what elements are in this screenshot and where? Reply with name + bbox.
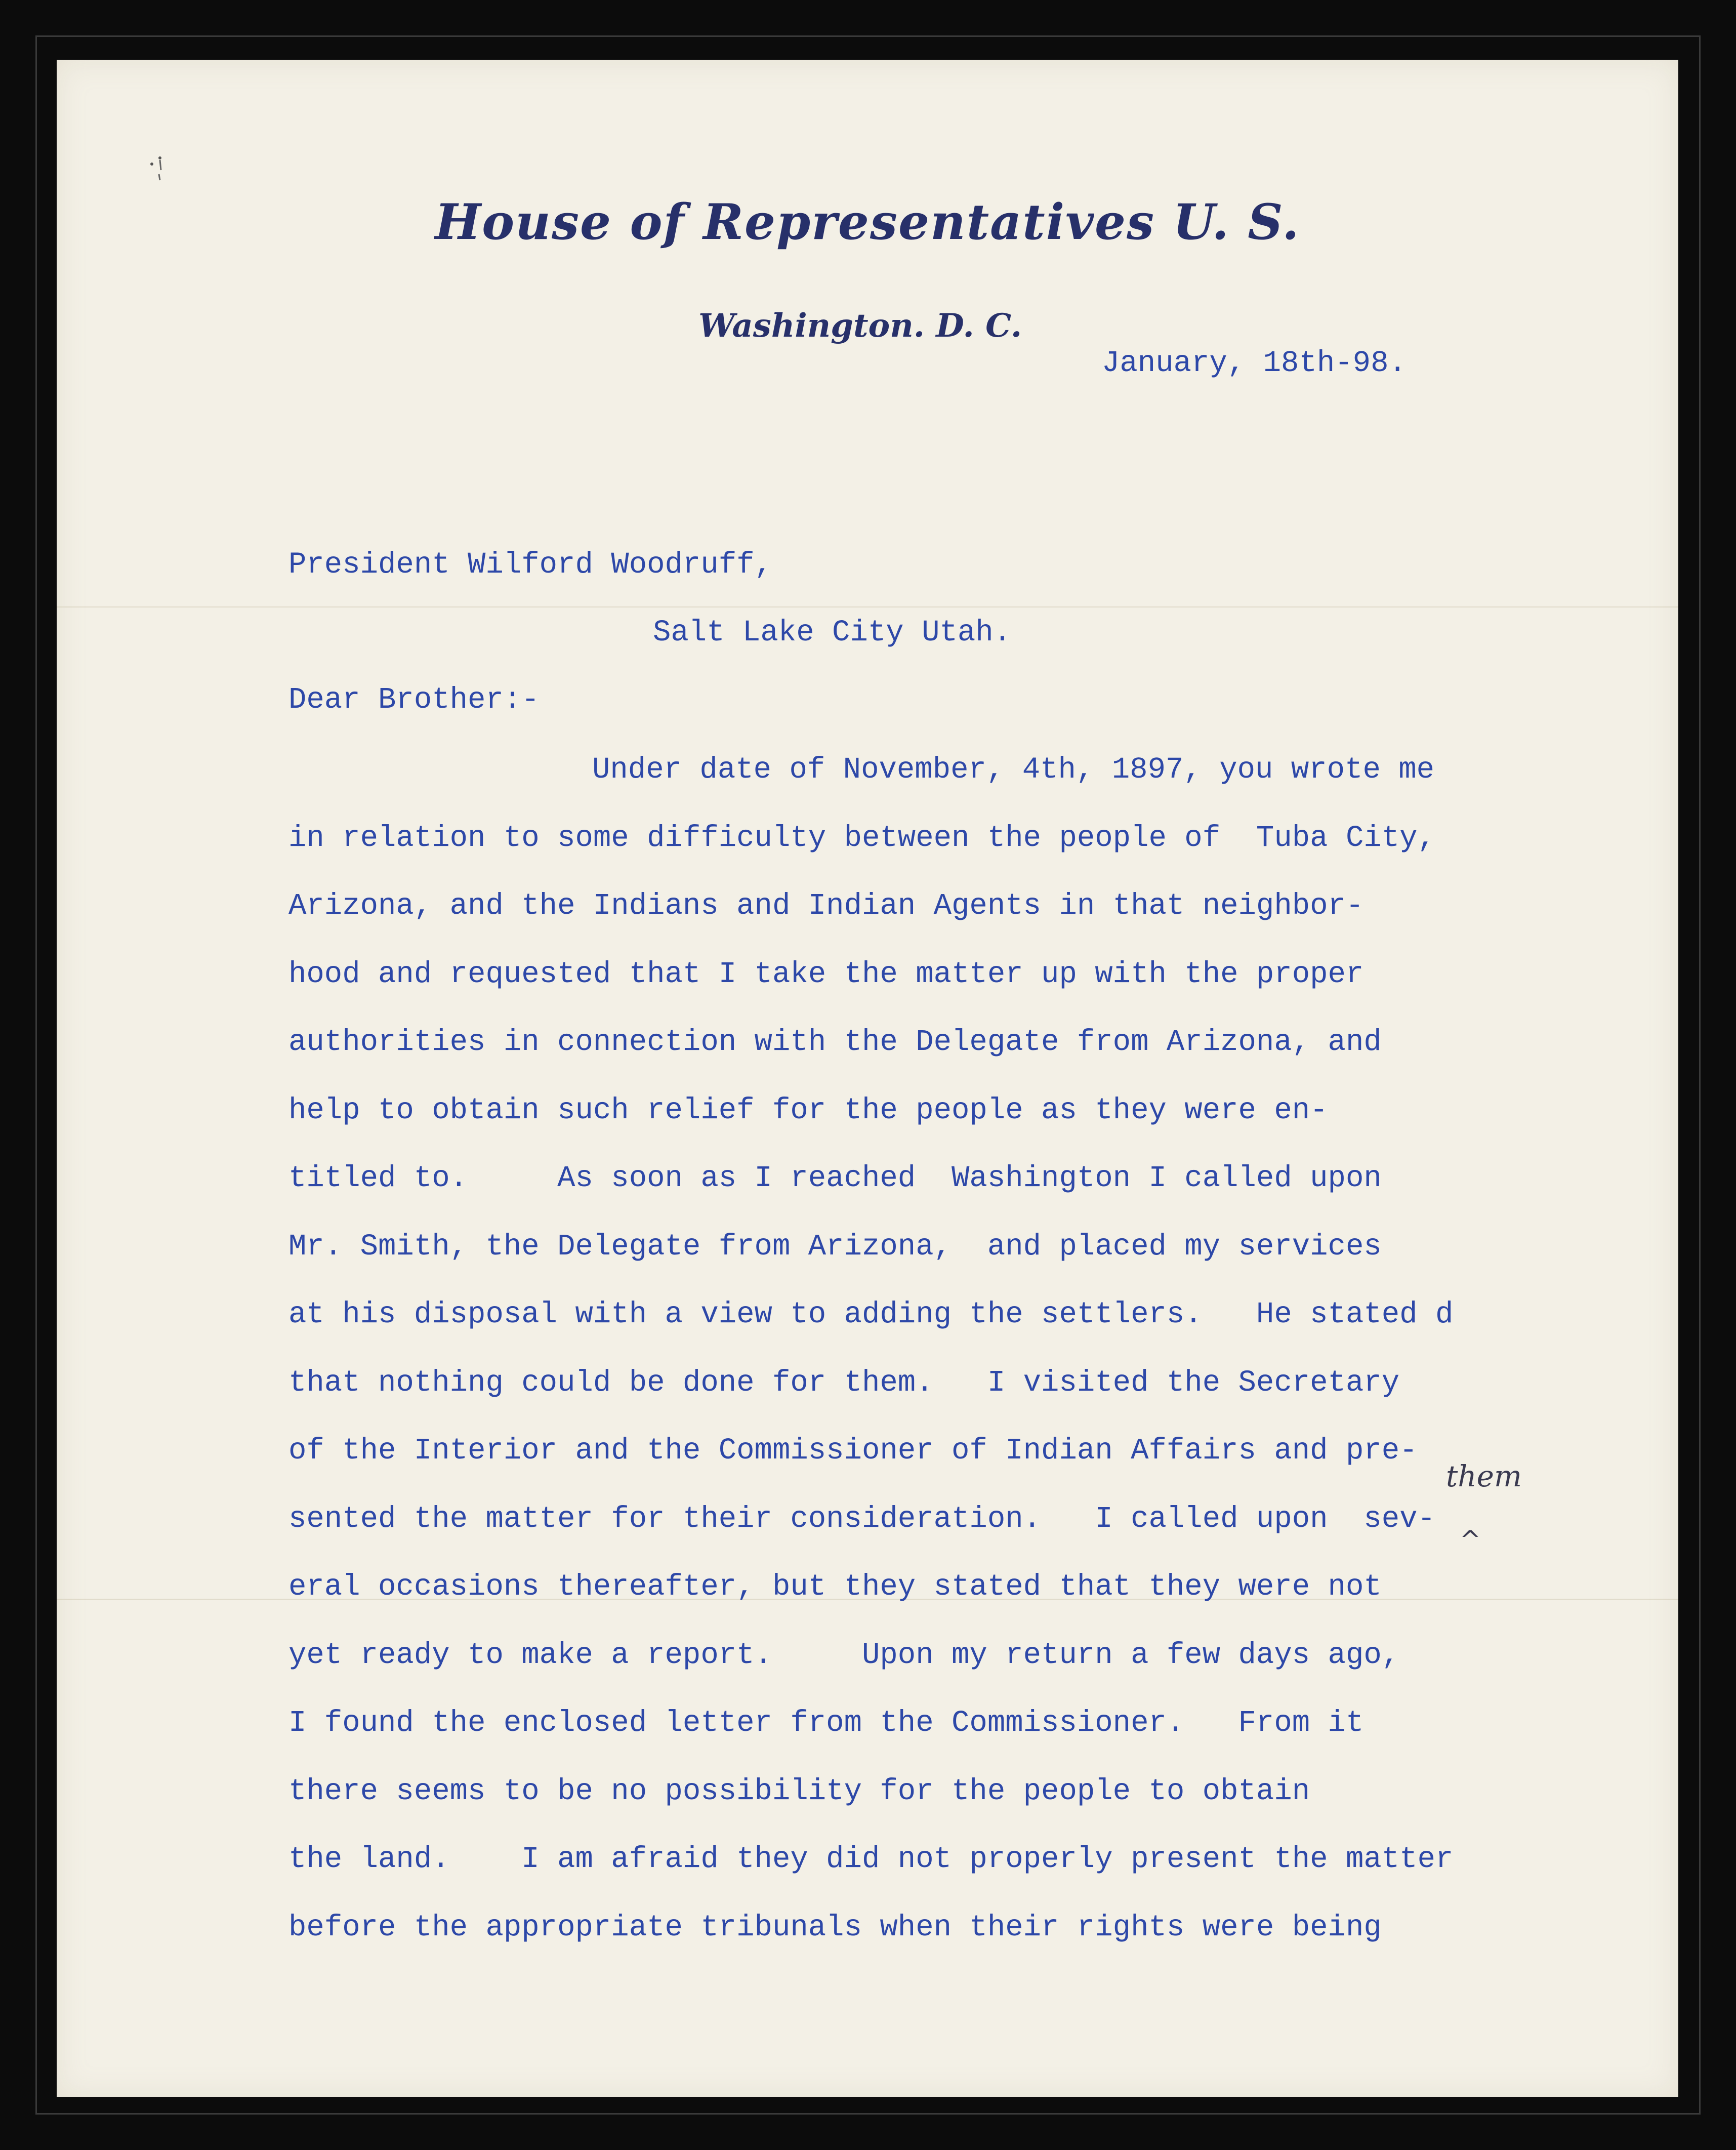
body-line: of the Interior and the Commissioner of Indian Affairs and pre- [288,1434,1418,1468]
letter-date: January, 18th-98. [1102,346,1407,380]
handwritten-insertion: them [1446,1459,1522,1493]
letterhead-place: Washington. D. C. [698,307,1022,345]
body-line: the land. I am afraid they did not properly present the matter [288,1842,1454,1876]
paper-fold [57,606,1678,607]
body-line: Under date of November, 4th, 1897, you wrote me [592,753,1435,787]
body-line: there seems to be no possibility for the people to obtain [288,1774,1310,1808]
greeting: Dear Brother:- [288,683,540,717]
body-line: before the appropriate tribunals when their rights were being [288,1910,1382,1944]
body-line: authorities in connection with the Delegate from Arizona, and [288,1025,1382,1059]
body-line: help to obtain such relief for the people as they were en- [288,1093,1328,1127]
body-line: I found the enclosed letter from the Commissioner. From it [288,1706,1364,1740]
recipient-place: Salt Lake City Utah. [653,616,1012,650]
body-line: at his disposal with a view to adding the settlers. He stated d [288,1297,1454,1331]
body-line: titled to. As soon as I reached Washington I called upon [288,1161,1382,1195]
letterhead-title: House of Representatives U. S. [435,193,1300,251]
letter-page [57,60,1678,2097]
body-line: in relation to some difficulty between the people of Tuba City, [288,821,1435,855]
body-line: sented the matter for their consideration. I called upon sev- [288,1502,1435,1536]
insertion-caret: ^ [1460,1525,1481,1555]
body-line: yet ready to make a report. Upon my return a few days ago, [288,1638,1400,1672]
recipient-name: President Wilford Woodruff, [288,548,772,582]
body-line: hood and requested that I take the matter up with the proper [288,957,1364,991]
letter-body [288,755,1453,1980]
body-line: Arizona, and the Indians and Indian Agents in that neighbor- [288,889,1364,923]
margin-ink-mark [148,150,168,190]
body-line: that nothing could be done for them. I visited the Secretary [288,1365,1400,1400]
body-line: eral occasions thereafter, but they stated that they were not [288,1570,1382,1604]
body-line: Mr. Smith, the Delegate from Arizona, and placed my services [288,1229,1382,1264]
